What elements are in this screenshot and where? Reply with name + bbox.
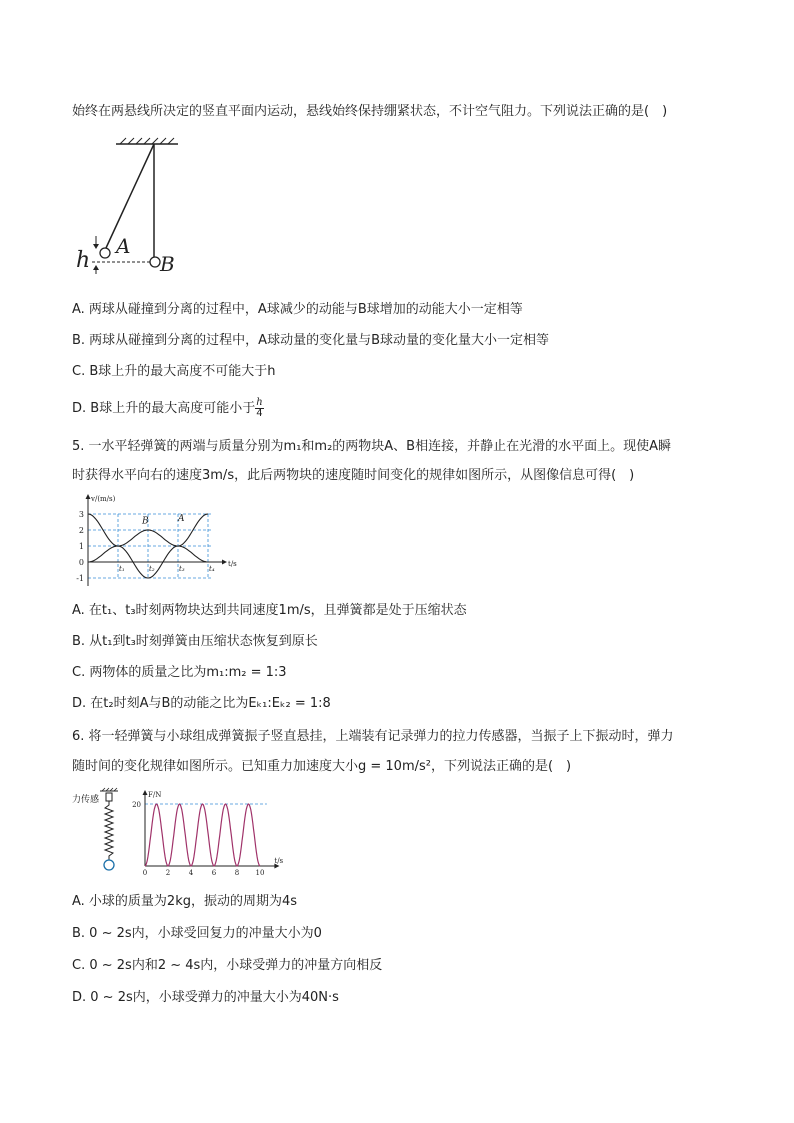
x-tick-label: t₃ <box>179 565 185 573</box>
y-axis-label: F/N <box>148 791 162 799</box>
series-b-label: B <box>142 516 149 527</box>
y-tick-label: 20 <box>132 801 141 809</box>
pendulum-figure <box>72 136 192 276</box>
x-axis-label: t/s <box>228 560 237 568</box>
q6-option-c: C. 0 ~ 2s内和2 ~ 4s内，小球受弹力的冲量方向相反 <box>72 958 383 973</box>
y-tick-label: 1 <box>78 542 84 551</box>
y-tick-label: 3 <box>78 510 84 519</box>
fraction-h-over-4: $\frac{h}{4}$ <box>256 397 263 419</box>
arrow-up <box>93 265 99 270</box>
x-tick-label: 6 <box>211 869 217 877</box>
x-tick-label: t₁ <box>119 565 125 573</box>
x-tick-label: 0 <box>142 869 148 877</box>
velocity-time-chart <box>72 492 247 590</box>
y-axis-arrow <box>86 494 91 499</box>
y-tick-label: 2 <box>78 526 84 535</box>
x-tick-label: t₄ <box>209 565 215 573</box>
x-tick-label: 2 <box>165 869 171 877</box>
question-4-stem-tail: 始终在两悬线所决定的竖直平面内运动，悬线始终保持绷紧状态，不计空气阻力。下列说法正确的是( ) <box>72 104 668 119</box>
q6-stem-line-2: 随时间的变化规律如图所示。已知重力加速度大小g = 10m/s²，下列说法正确的是( ) <box>72 759 572 774</box>
q4-option-d <box>72 398 264 419</box>
ball-a <box>100 248 110 258</box>
label-h: h <box>76 248 91 273</box>
y-axis-arrow <box>143 790 148 795</box>
x-axis-arrow <box>222 560 227 565</box>
q6-option-b: B. 0 ~ 2s内，小球受回复力的冲量大小为0 <box>72 926 322 941</box>
y-axis-label: v/(m/s) <box>91 495 116 503</box>
ball-b <box>150 257 160 267</box>
spring <box>105 801 113 860</box>
q4-option-d-text: D. B球上升的最大高度可能小于 <box>72 401 256 416</box>
q6-option-d: D. 0 ~ 2s内，小球受弹力的冲量大小为40N·s <box>72 990 339 1005</box>
q4-option-c: C. B球上升的最大高度不可能大于h <box>72 364 276 379</box>
q5-option-a: A. 在t₁、t₃时刻两物块达到共同速度1m/s，且弹簧都是处于压缩状态 <box>72 603 467 618</box>
q4-option-a: A. 两球从碰撞到分离的过程中，A球减少的动能与B球增加的动能大小一定相等 <box>72 302 523 317</box>
x-tick-label: 8 <box>234 869 240 877</box>
series-a-label: A <box>178 514 185 525</box>
q5-stem-line-2: 时获得水平向右的速度3m/s，此后两物块的速度随时间变化的规律如图所示，从图像信息可得( ) <box>72 468 635 483</box>
string-a <box>106 144 154 248</box>
arrow-down <box>93 244 99 249</box>
q5-stem-line-1: 5. 一水平轻弹簧的两端与质量分别为m₁和m₂的两物块A、B相连接，并静止在光滑的水平面上。现使A瞬 <box>72 439 671 454</box>
x-tick-label: t₂ <box>149 565 155 573</box>
x-tick-label: 10 <box>255 869 265 877</box>
q6-option-a: A. 小球的质量为2kg，振动的周期为4s <box>72 894 298 909</box>
y-tick-label: -1 <box>76 574 84 583</box>
force-time-chart <box>125 788 284 880</box>
sensor-label: 力传感 <box>72 795 100 805</box>
q5-option-b: B. 从t₁到t₃时刻弹簧由压缩状态恢复到原长 <box>72 634 318 649</box>
q4-option-b: B. 两球从碰撞到分离的过程中，A球动量的变化量与B球动量的变化量大小一定相等 <box>72 333 549 348</box>
x-axis-label: t/s <box>274 857 284 865</box>
y-tick-label: 0 <box>78 558 84 567</box>
q5-option-c: C. 两物体的质量之比为m₁:m₂ = 1:3 <box>72 665 287 680</box>
spring-oscillator-figure <box>72 788 124 880</box>
label-b: B <box>160 252 175 276</box>
label-a: A <box>116 234 131 258</box>
q5-option-d: D. 在t₂时刻A与B的动能之比为Eₖ₁:Eₖ₂ = 1:8 <box>72 696 331 711</box>
force-series-line <box>145 804 260 866</box>
q6-stem-line-1: 6. 将一轻弹簧与小球组成弹簧振子竖直悬挂，上端装有记录弹力的拉力传感器，当振子上下振动时，弹力 <box>72 729 674 744</box>
x-tick-label: 4 <box>188 869 194 877</box>
force-sensor <box>106 793 112 801</box>
oscillator-ball <box>104 860 114 870</box>
ceiling-hatch <box>120 138 174 144</box>
